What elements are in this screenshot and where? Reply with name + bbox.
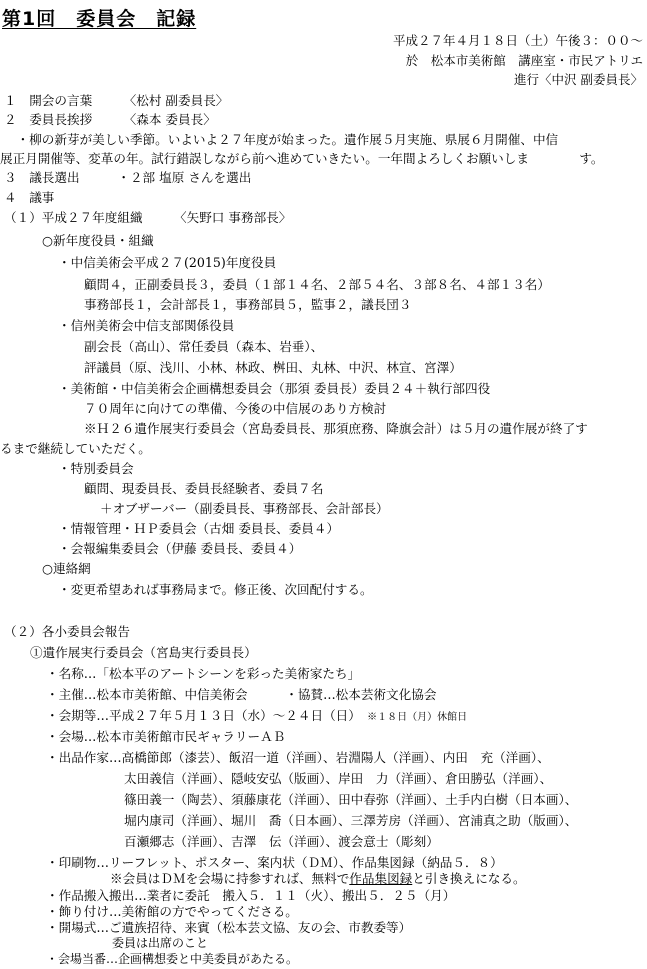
agenda-1-heading: （１）平成２７年度組織 〈矢野口 事務部長〉 [4,210,292,225]
special-detail-2: ＋オブザーバー（副委員長、事務部長、会計部長） [100,501,389,516]
exhibition-organizer: ・主催…松本市美術館、中信美術会 ・協賛…松本芸術文化協会 [46,687,437,702]
planning-note-2: るまで継続していただく。 [0,441,151,456]
item-opening: １ 開会の言葉 〈松村 副委員長〉 [4,93,229,108]
officers-detail-2: 事務部長１，会計部長１，事務部員５，監事２，議長団３ [84,297,412,312]
item-chair-greeting: ２ 委員長挨拶 〈森本 委員長〉 [4,112,216,127]
info-committee-item: ・情報管理・ＨＰ委員会（古畑 委員長、委員４） [58,521,340,536]
artists-line-2: 太田義信（洋画）、隠岐安弘（版画）、岸田 力（洋画）、倉田勝弘（洋画）、 [124,771,553,786]
shinshu-detail-2: 評議員（原、浅川、小林、林政、桝田、丸林、中沢、林宣、宮澤） [84,360,462,375]
artists-line-3: 篠田義一（陶芸）、須藤康花（洋画）、田中春弥（洋画）、土手内白樹（日本画）、 [124,792,578,807]
catalog-link-text: 作品集図録 [349,871,413,886]
planning-note-1: ※Ｈ２６遺作展実行委員会（宮島委員長、那須庶務、降旗会計）は５月の遺作展が終了す [84,421,588,436]
meeting-venue: 於 松本市美術館 講座室・市民アトリエ [405,53,643,68]
greeting-text-1: ・柳の新芽が美しい季節。いよいよ２７年度が始まった。遺作展５月実施、県展６月開催、中信 [4,132,559,147]
exhibition-name: ・名称…「松本平のアートシーンを彩った美術家たち」 [46,666,361,681]
memorial-exhibition-heading: ①遺作展実行委員会（宮島実行委員長） [30,645,257,660]
special-detail-1: 顧問、現委員長、委員長経験者、委員７名 [84,481,324,496]
artists-line-5: 百瀬郷志（洋画）、吉澤 伝（洋画）、渡会意士（彫刻） [124,834,439,849]
greeting-text-2: 展正月開催等、変革の年。試行錯誤しながら前へ進めていきたい。一年間よろしくお願いしま す。 [0,151,604,166]
shinshu-item: ・信州美術会中信支部関係役員 [58,318,235,333]
opening-ceremony-note: 委員は出席のこと [112,936,209,950]
exhibition-period: ・会期等…平成２７年５月１３日（水）〜２４日（日） ※１８日（月）休館日 [46,708,468,723]
exhibition-venue: ・会場…松本市美術館市民ギャラリーＡＢ [46,729,286,744]
agenda-2-heading: （２）各小委員会報告 [4,624,130,639]
officers-item: ・中信美術会平成２７(2015)年度役員 [58,255,277,270]
special-committee-item: ・特別委員会 [58,461,134,476]
contact-network-heading: ○連絡網 [42,561,91,576]
closed-day-note: ※１８日（月）休館日 [367,712,468,723]
page-title: 第1回 委員会 記録 [2,8,197,30]
printed-materials: ・印刷物…リーフレット、ポスター、案内状（ＤＭ）、作品集図録（納品５．８） [46,855,503,870]
duty-line: ・会場当番…企画構想委と中美委員があたる。 [46,952,299,966]
planning-detail-1: ７０周年に向けての準備、今後の中信展のあり方検討 [84,401,387,416]
item-agenda: ４ 議事 [4,190,55,205]
meeting-datetime: 平成２７年４月１８日（土）午後３：００〜 [392,33,643,48]
installation-line: ・飾り付け…美術館の方でやってくださる。 [46,904,298,919]
transport-line: ・作品搬入搬出…業者に委託 搬入５．１１（火）、搬出５．２５（月） [46,888,456,903]
member-dm-note: ※会員はＤＭを会場に持参すれば、無料で作品集図録と引き換えになる。 [110,871,526,886]
item-chair-selection: ３ 議長選出 ・２部 塩原 さんを選出 [4,170,252,185]
artists-line-4: 堀内康司（洋画）、堀川 喬（日本画）、三澤芳房（洋画）、宮浦真之助（版画）、 [124,813,578,828]
contact-network-detail: ・変更希望あれば事務局まで。修正後、次回配付する。 [58,582,373,597]
shinshu-detail-1: 副会長（高山）、常任委員（森本、岩垂）、 [84,339,324,354]
opening-ceremony-line: ・開場式…ご遺族招待、来賓（松本芸文協、友の会、市教委等） [46,920,412,935]
newsletter-committee-item: ・会報編集委員会（伊藤 委員長、委員４） [58,541,302,556]
planning-committee-item: ・美術館・中信美術会企画構想委員会（那須 委員長）委員２４＋執行部四役 [58,381,491,396]
officers-detail-1: 顧問４，正副委員長３，委員（１部１４名、２部５４名、３部８名、４部１３名） [84,277,550,292]
artists-line-1: ・出品作家…高橋節郎（漆芸）、飯沼一道（洋画）、岩淵陽人（洋画）、内田 充（洋画）、 [46,750,550,765]
meeting-facilitator: 進行〈中沢 副委員長〉 [514,72,643,87]
new-officers-heading: ○新年度役員・組織 [42,233,154,248]
